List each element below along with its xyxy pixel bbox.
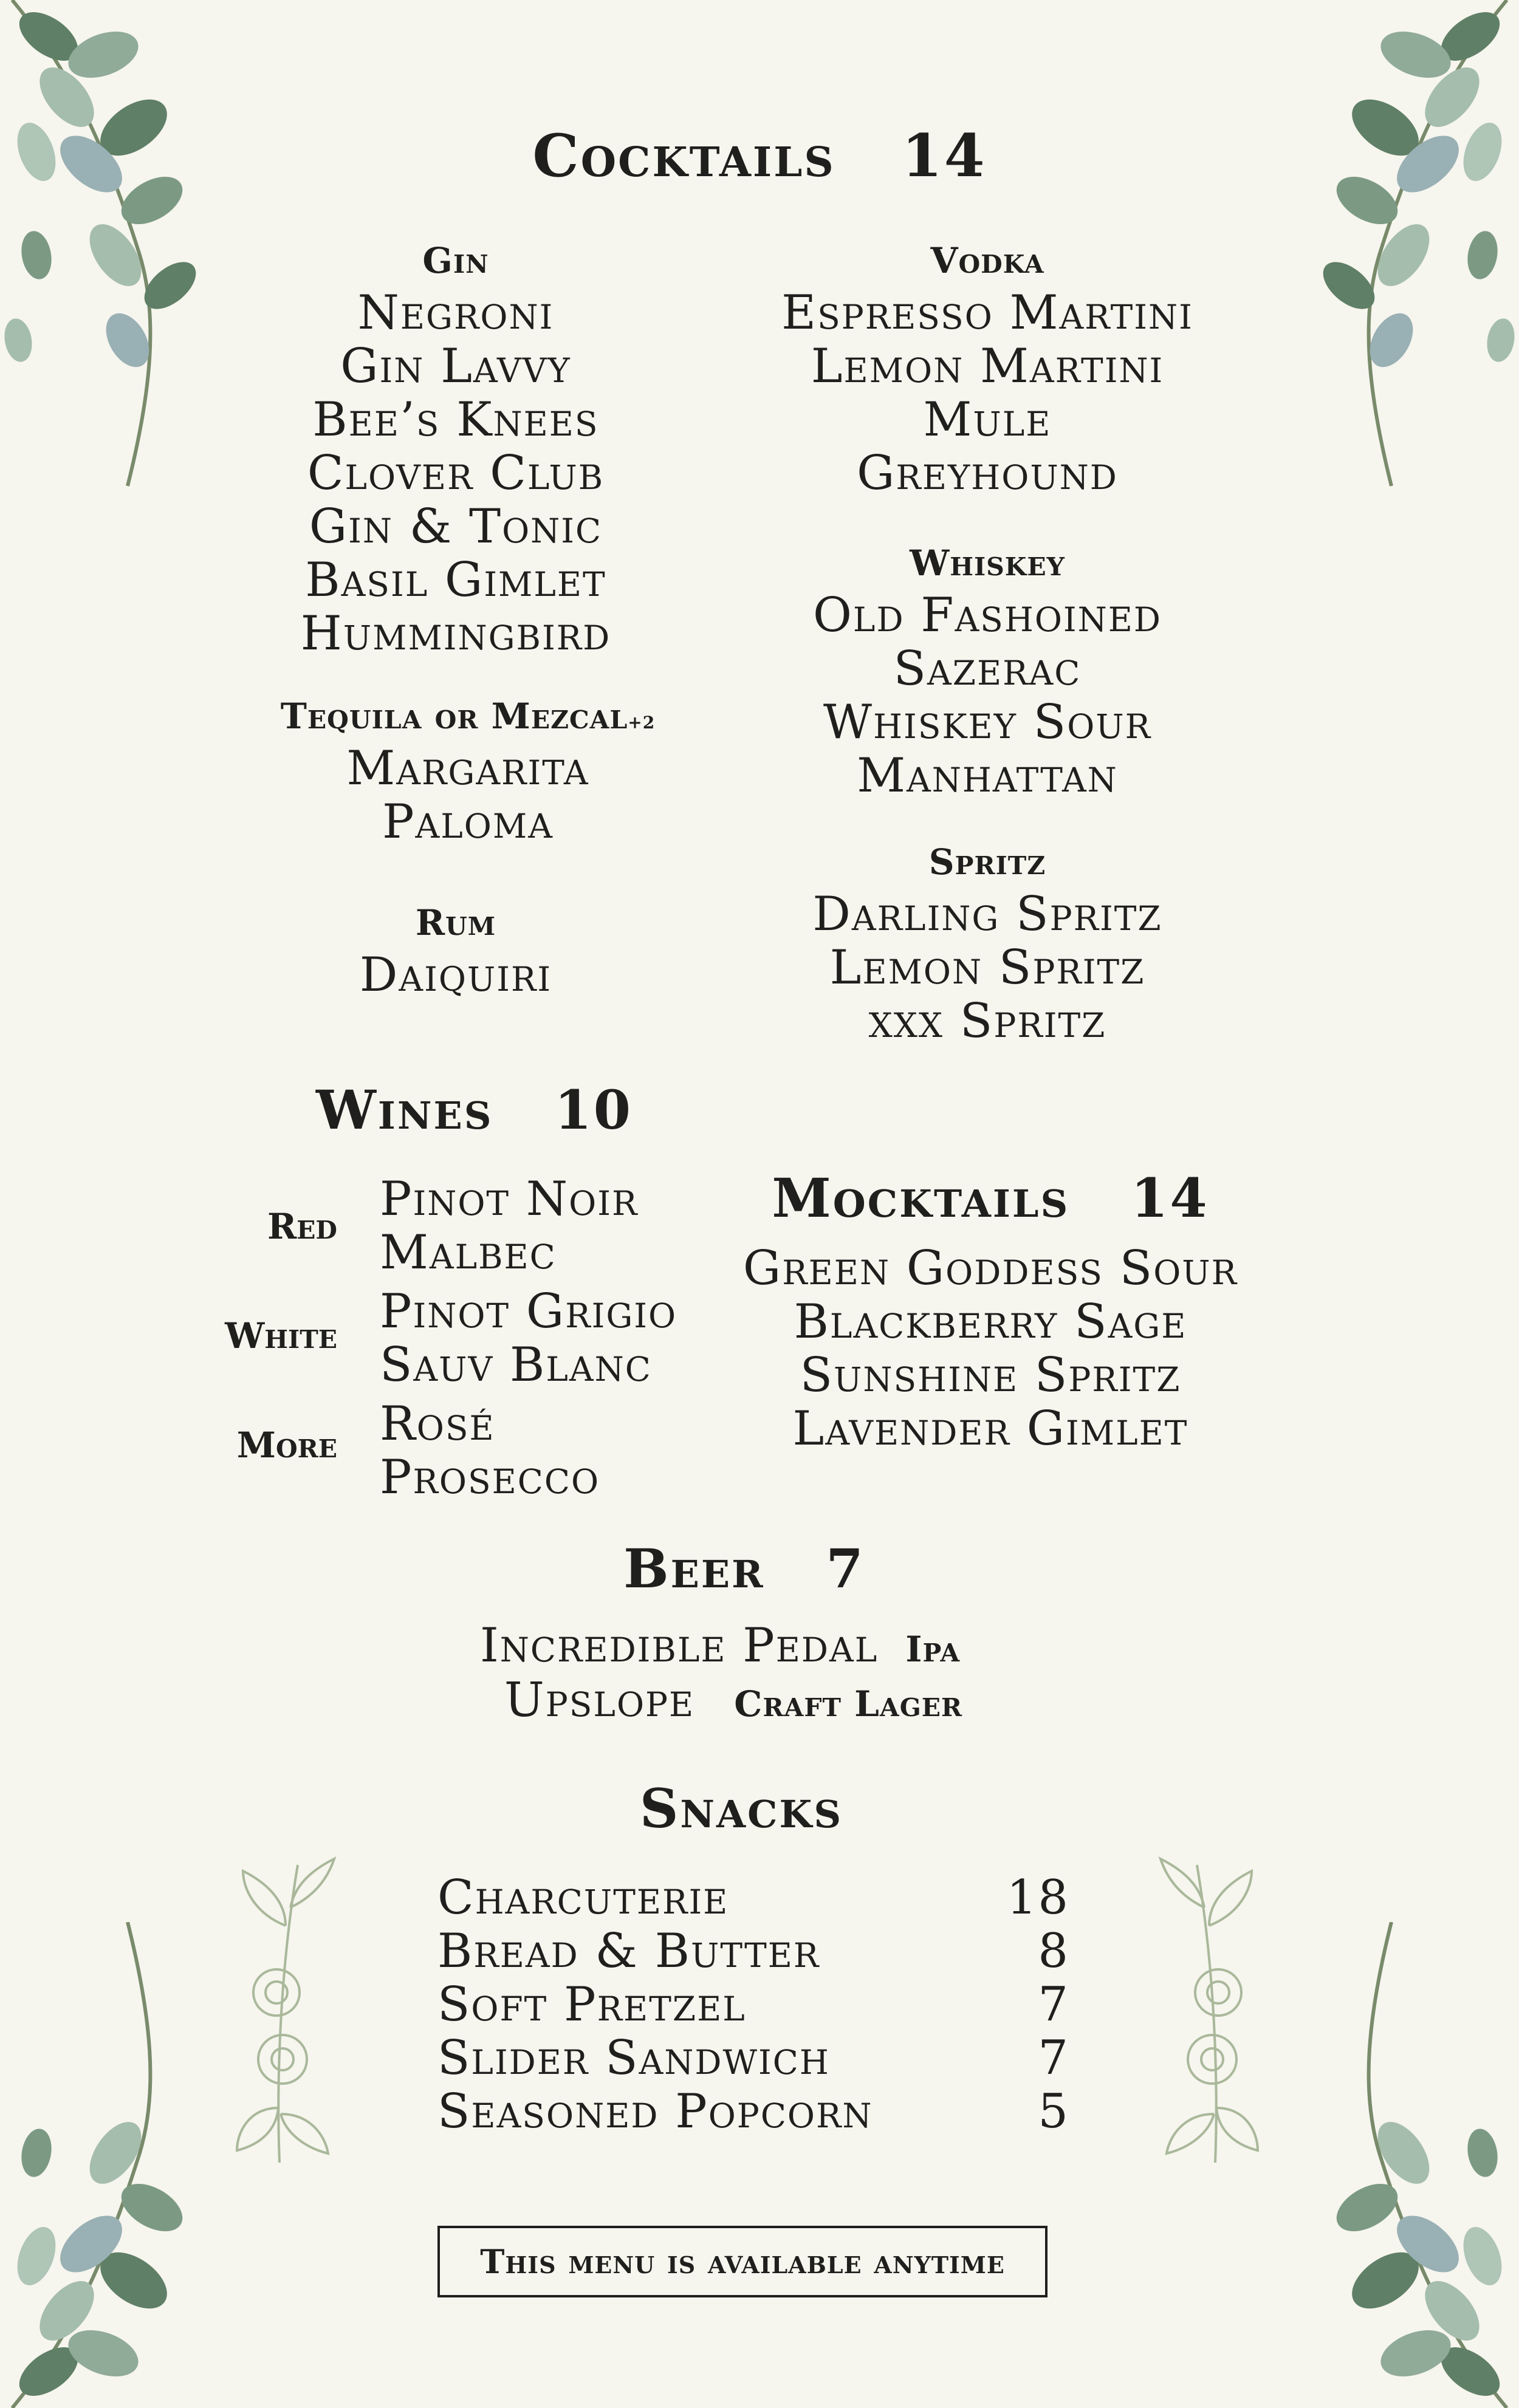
eucalyptus-corner-bottom-right-icon <box>1240 1922 1519 2408</box>
snack-row <box>437 2085 1069 2138</box>
snack-row <box>437 2031 1069 2085</box>
beer-title: Beer <box>623 1537 765 1600</box>
snack-name: Slider Sandwich <box>437 2031 830 2085</box>
gin-item: Hummingbird <box>300 606 611 661</box>
gin-item: Gin & Tonic <box>309 499 603 554</box>
gin-item: Negroni <box>357 286 554 340</box>
rum-section <box>243 902 668 1002</box>
vodka-item: Greyhound <box>857 446 1118 501</box>
wine-group-red <box>380 1172 638 1279</box>
wine-group-white <box>380 1285 677 1392</box>
whiskey-item: Whiskey Sour <box>823 695 1152 750</box>
whiskey-item: Manhattan <box>857 748 1118 803</box>
wine-item: Rosé <box>380 1397 495 1451</box>
mocktail-item: Lavender Gimlet <box>792 1401 1188 1456</box>
snack-price: 7 <box>1038 1977 1069 2032</box>
vodka-item: Lemon Martini <box>811 339 1164 394</box>
snacks-heading <box>0 1777 1483 1840</box>
snack-price: 7 <box>1038 2031 1069 2085</box>
beer-style: Ipa <box>905 1629 961 1670</box>
availability-note-text: This menu is available anytime <box>480 2242 1005 2281</box>
gin-item: Gin Lavvy <box>340 339 571 394</box>
availability-note <box>437 2226 1048 2297</box>
wine-group-label-more: More <box>236 1425 337 1466</box>
floral-sprig-left-icon <box>219 1853 340 2169</box>
mocktail-item: Sunshine Spritz <box>800 1348 1181 1403</box>
gin-item: Bee’s Knees <box>312 392 599 447</box>
snacks-list <box>437 1871 1069 2138</box>
vodka-item: Espresso Martini <box>781 286 1193 340</box>
gin-item: Basil Gimlet <box>305 553 606 607</box>
beer-name: Incredible Pedal <box>480 1618 879 1673</box>
eucalyptus-corner-bottom-left-icon <box>0 1922 279 2408</box>
spritz-section <box>744 841 1230 1048</box>
spritz-item: Darling Spritz <box>812 887 1162 942</box>
mocktails-section <box>717 1166 1264 1455</box>
snacks-title: Snacks <box>639 1777 843 1840</box>
rum-item: Daiquiri <box>359 948 552 1002</box>
gin-section <box>243 240 668 660</box>
whiskey-item: Old Fashoined <box>812 588 1162 643</box>
wine-group-label-white: White <box>225 1315 337 1356</box>
cocktails-heading <box>0 121 1519 190</box>
mocktail-item: Blackberry Sage <box>794 1295 1187 1349</box>
snack-price: 8 <box>1038 1924 1069 1979</box>
wine-item: Pinot Noir <box>380 1172 639 1226</box>
wines-price: 10 <box>554 1078 633 1141</box>
vodka-item: Mule <box>923 392 1052 447</box>
whiskey-section <box>744 542 1230 802</box>
spritz-item: Lemon Spritz <box>829 940 1145 995</box>
vodka-label: Vodka <box>930 240 1044 281</box>
snack-price: 5 <box>1038 2084 1069 2139</box>
beer-heading <box>0 1537 1489 1600</box>
tequila-item: Margarita <box>346 741 589 796</box>
wines-heading <box>316 1078 633 1141</box>
snack-name: Charcuterie <box>437 1870 729 1925</box>
spritz-label: Spritz <box>928 841 1046 883</box>
wines-title: Wines <box>316 1078 493 1141</box>
mocktail-item: Green Goddess Sour <box>742 1241 1238 1296</box>
gin-label: Gin <box>422 240 489 281</box>
beer-row <box>504 1674 962 1727</box>
tequila-section <box>225 696 711 849</box>
wine-item: Malbec <box>380 1225 557 1280</box>
vodka-section <box>744 240 1230 500</box>
wine-group-label-red: Red <box>267 1206 337 1247</box>
beer-name: Upslope <box>504 1673 695 1728</box>
mocktails-heading <box>717 1166 1264 1230</box>
snack-name: Seasoned Popcorn <box>437 2084 873 2139</box>
tequila-item: Paloma <box>382 795 554 849</box>
spritz-item: xxx Spritz <box>868 994 1106 1048</box>
rum-label: Rum <box>415 902 496 943</box>
wine-group-more <box>380 1397 600 1504</box>
floral-sprig-right-icon <box>1154 1853 1276 2169</box>
snack-row <box>437 1924 1069 1978</box>
beer-price: 7 <box>826 1537 865 1600</box>
snack-row <box>437 1978 1069 2031</box>
eucalyptus-corner-top-right-icon <box>1240 0 1519 498</box>
wine-item: Sauv Blanc <box>380 1338 652 1392</box>
snack-name: Soft Pretzel <box>437 1977 746 2032</box>
tequila-surcharge: +2 <box>628 713 656 733</box>
snack-price: 18 <box>1006 1870 1069 1925</box>
tequila-label <box>225 696 711 737</box>
tequila-label-text: Tequila or Mezcal <box>280 696 628 737</box>
cocktails-title: Cocktails <box>532 121 835 190</box>
wine-item: Prosecco <box>380 1450 600 1505</box>
beer-row <box>480 1619 960 1672</box>
snack-name: Bread & Butter <box>437 1924 820 1979</box>
mocktails-title: Mocktails <box>772 1166 1070 1230</box>
snack-row <box>437 1871 1069 1924</box>
beer-style: Craft Lager <box>734 1683 963 1725</box>
wine-item: Pinot Grigio <box>380 1284 677 1339</box>
whiskey-label: Whiskey <box>910 542 1065 584</box>
eucalyptus-corner-top-left-icon <box>0 0 279 498</box>
gin-item: Clover Club <box>307 446 605 501</box>
mocktails-price: 14 <box>1131 1166 1209 1230</box>
whiskey-item: Sazerac <box>893 641 1082 696</box>
cocktails-price: 14 <box>902 121 987 190</box>
